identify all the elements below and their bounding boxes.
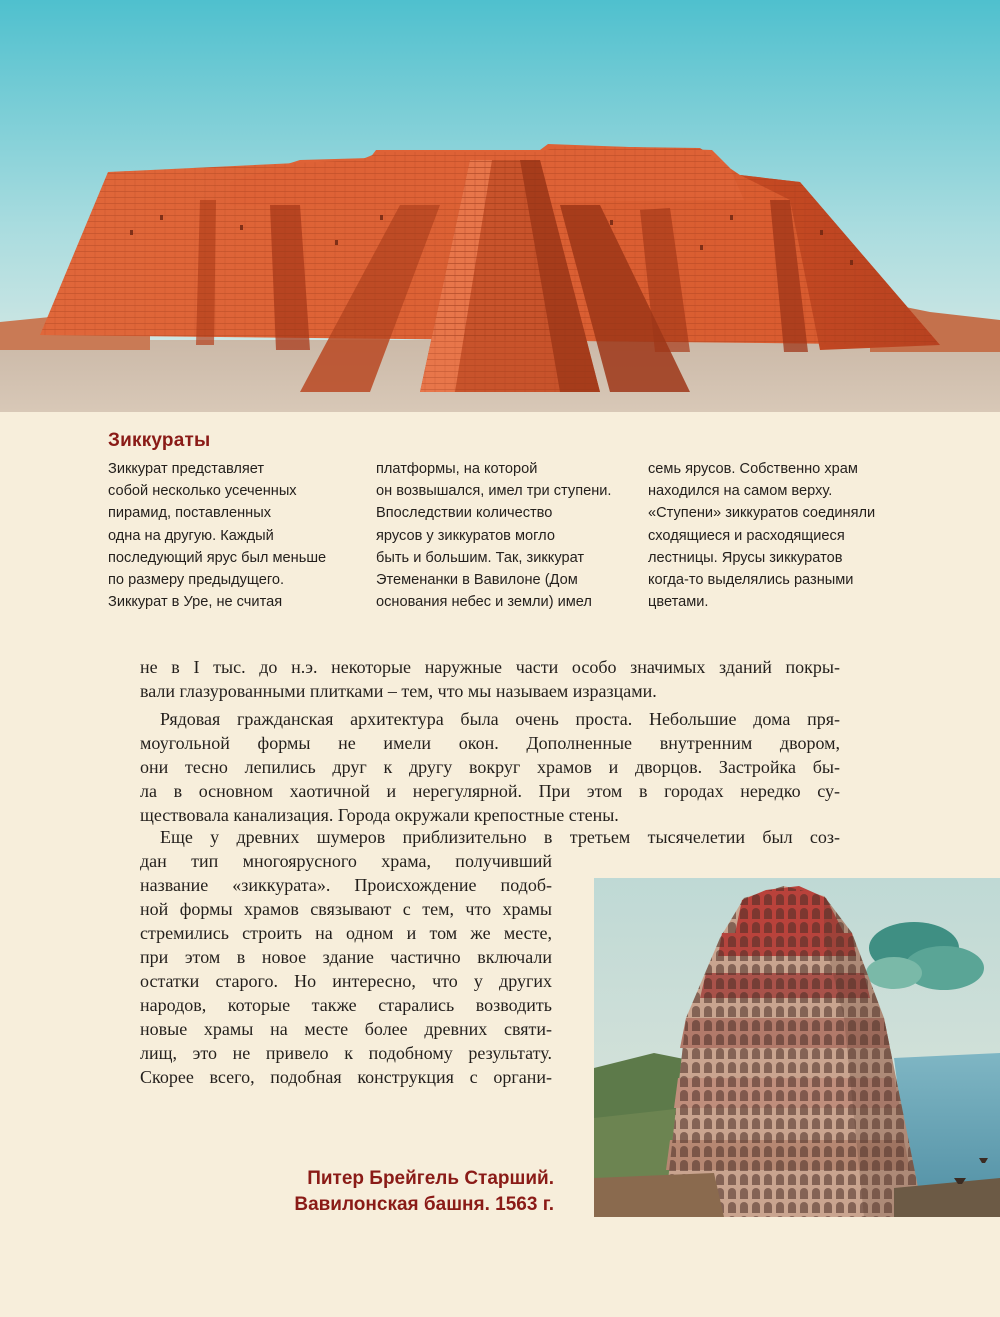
sidebar-line: находился на самом верху. — [648, 483, 833, 500]
caption-line-1: Питер Брейгель Старший. — [307, 1168, 554, 1189]
sidebar-line: Этеменанки в Вавилоне (Дом — [376, 572, 578, 589]
ziggurat-photo — [0, 0, 1000, 412]
sidebar-line: сходящиеся и расходящиеся — [648, 527, 845, 544]
sidebar-column-3 — [648, 458, 875, 613]
text-line: Рядовая гражданская архитектура была очень проста. Небольшие дома пря- — [160, 709, 840, 729]
text-line: название «зиккурата». Происхождение подоб- — [140, 875, 552, 895]
text-line: новые храмы на месте более древних святи- — [140, 1019, 552, 1039]
tower-of-babel-painting — [594, 878, 1000, 1217]
text-line: вали глазурованными плитками – тем, что мы называем изразцами. — [140, 681, 657, 701]
painting-caption — [294, 1166, 554, 1218]
text-line: Еще у древних шумеров приблизительно в третьем тысячелетии был соз- — [160, 827, 840, 847]
sidebar-line: последующий ярус был меньше — [108, 549, 327, 566]
text-line: они тесно лепились друг к другу вокруг храмов и дворцов. Застройка бы- — [140, 757, 840, 777]
text-line: моугольной формы не имели окон. Дополненные внутренним двором, — [140, 733, 840, 753]
sidebar-line: по размеру предыдущего. — [108, 572, 285, 589]
text-line: народов, которые также старались возводить — [140, 995, 552, 1015]
sidebar-column-2 — [376, 458, 611, 613]
sidebar-line: Впоследствии количество — [376, 505, 553, 522]
sidebar-line: лестницы. Ярусы зиккуратов — [648, 549, 843, 566]
sidebar-line: пирамид, поставленных — [108, 505, 272, 522]
sidebar-line: ярусов у зиккуратов могло — [376, 527, 555, 544]
sidebar-line: он возвышался, имел три ступени. — [376, 483, 612, 500]
sidebar-line: быть и большим. Так, зиккурат — [376, 549, 585, 566]
text-line: при этом в новое здание частично включали — [140, 947, 552, 967]
body-paragraph — [140, 707, 840, 827]
text-line: дан тип многоярусного храма, получивший — [140, 851, 552, 871]
sidebar-line: цветами. — [648, 594, 709, 611]
sidebar-line: «Ступени» зиккуратов соединяли — [648, 505, 876, 522]
body-paragraph — [140, 655, 840, 703]
sidebar-line: Зиккурат представляет — [108, 461, 265, 477]
text-line: Скорее всего, подобная конструкция с органи- — [140, 1067, 552, 1087]
sidebar-line: основания небес и земли) имел — [376, 594, 592, 611]
text-line: лищ, это не привело к подобному результату. — [140, 1043, 552, 1063]
sidebar-line: когда-то выделялись разными — [648, 572, 854, 589]
sidebar-column-1 — [108, 458, 326, 613]
sidebar-box — [108, 430, 908, 610]
text-line: ной формы храмов связывают с тем, что храмы — [140, 899, 552, 919]
text-line: ла в основном хаотичной и нерегулярной. При этом в городах нередко су- — [140, 781, 840, 801]
text-line: ществовала канализация. Города окружали крепостные стены. — [140, 805, 619, 825]
sidebar-line: собой несколько усеченных — [108, 483, 297, 500]
sidebar-line: платформы, на которой — [376, 461, 538, 477]
sidebar-title: Зиккураты — [108, 430, 211, 451]
sidebar-line: Зиккурат в Уре, не считая — [108, 594, 283, 611]
text-line: остатки старого. Но интересно, что у других — [140, 971, 552, 991]
caption-line-2: Вавилонская башня. 1563 г. — [294, 1194, 554, 1215]
text-line: не в I тыс. до н.э. некоторые наружные части особо значимых зданий покры- — [140, 657, 840, 677]
sidebar-line: семь ярусов. Собственно храм — [648, 461, 858, 477]
sidebar-line: одна на другую. Каждый — [108, 527, 274, 544]
text-line: стремились строить на одном и том же месте, — [140, 923, 552, 943]
